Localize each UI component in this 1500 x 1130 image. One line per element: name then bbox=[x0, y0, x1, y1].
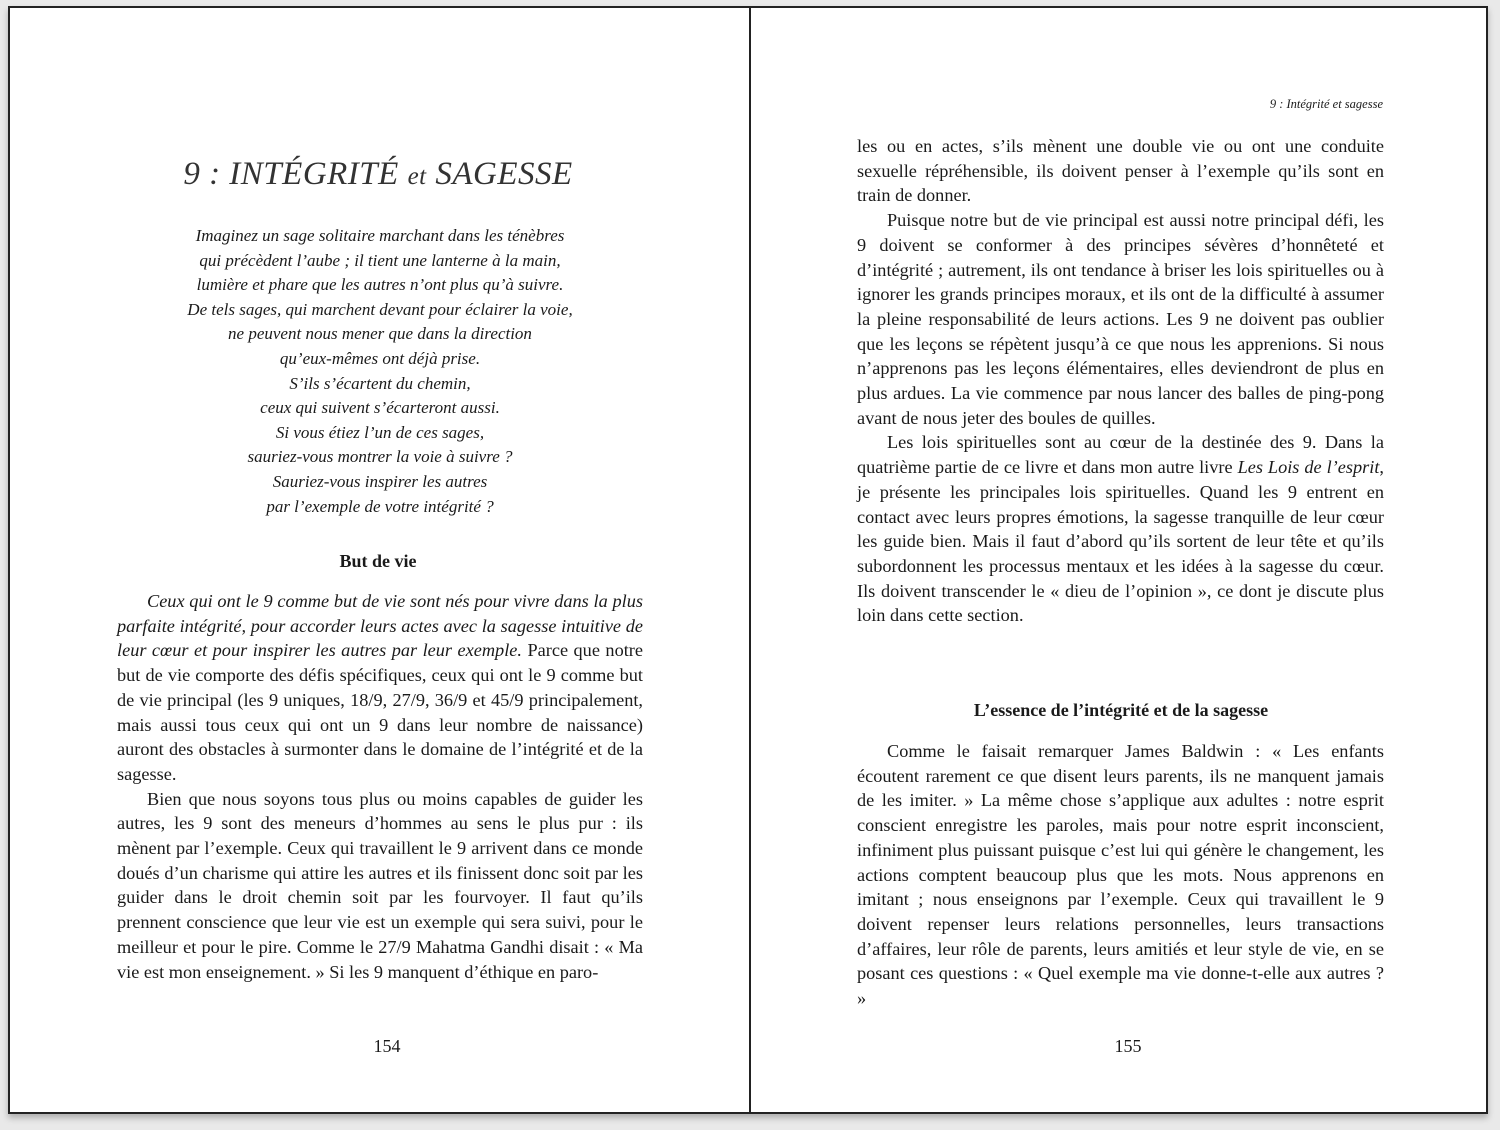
epigraph bbox=[120, 224, 640, 519]
paragraph-text: Parce que notre but de vie comporte des défis spécifiques, ceux qui ont le 9 comme but de vie principal (les 9 uniques, 18/9, 27/9, 36/9 et 45/9 principalement, mais aussi tous ceux qui ont un 9 dans leur nombre de naissance) auront des obstacles à surmonter dans le domaine de l’intégrité et de la sagesse. bbox=[117, 640, 643, 784]
epigraph-line: qu’eux-mêmes ont déjà prise. bbox=[279, 348, 481, 368]
chapter-title bbox=[108, 156, 648, 193]
chapter-title-et: et bbox=[407, 163, 427, 190]
chapter-title-end: SAGESSE bbox=[435, 156, 573, 192]
paragraph: Comme le faisait remarquer James Baldwin : « Les enfants écoutent rarement ce que disent leurs parents, ils ne manquent jamais de les imiter. » La même chose s’applique aux adultes : notre esprit conscient enregistre les paroles, mais pour notre esprit inconscient, infiniment plus puissant puisque c’est lui qui génère le changement, les actions comptent beaucoup plus que les mots. Nous apprenons en imitant ; nous enseignons par l’exemple. Ceux qui travaillent le 9 doivent repenser leurs relations personnelles, leurs transactions d’affaires, leur rôle de parents, leurs amitiés et leur style de vie, en se posant ces questions : « Quel exemple ma vie donne-t-elle aux autres ? » bbox=[857, 741, 1384, 1009]
epigraph-line: qui précèdent l’aube ; il tient une lanterne à la main, bbox=[199, 250, 561, 270]
chapter-title-main: 9 : INTÉGRITÉ bbox=[183, 156, 399, 192]
epigraph-line: Imaginez un sage solitaire marchant dans les ténèbres bbox=[195, 226, 565, 245]
page-number: 155 bbox=[1114, 1036, 1142, 1056]
paragraph bbox=[117, 589, 643, 787]
epigraph-line: par l’exemple de votre intégrité ? bbox=[266, 496, 494, 516]
paragraph-italic-lead: Ceux qui ont le 9 comme but de vie sont nés pour vivre dans la plus parfaite intégrité, pour accorder leurs actes avec la sagesse intuitive de leur cœur et pour inspirer les autres par leur exemple. bbox=[117, 591, 643, 661]
epigraph-line: ceux qui suivent s’écarteront aussi. bbox=[260, 398, 500, 418]
epigraph-line: S’ils s’écartent du chemin, bbox=[289, 373, 471, 393]
running-head: 9 : Intégrité et sagesse bbox=[1269, 97, 1383, 111]
paragraph-text: Les lois spirituelles sont au cœur de la destinée des 9. Dans la quatrième partie de ce livre et dans mon autre livre bbox=[857, 432, 1384, 478]
epigraph-line: Sauriez-vous inspirer les autres bbox=[272, 471, 488, 491]
paragraph-text: , je présente les principales lois spirituelles. Quand les 9 entrent en contact avec leurs propres émotions, la sagesse tranquille de leur cœur les guide bien. Mais il faut d’abord qu’ils sortent de leur tête et qu’ils subordonnent les processus mentaux et les idées à la sagesse du cœur. Ils doivent transcender le « dieu de l’opinion », ce dont je discute plus loin dans cette section. bbox=[857, 457, 1384, 626]
epigraph-line: sauriez-vous montrer la voie à suivre ? bbox=[247, 447, 513, 467]
epigraph-line: lumière et phare que les autres n’ont plus qu’à suivre. bbox=[196, 275, 564, 295]
epigraph-line: Si vous étiez l’un de ces sages, bbox=[275, 422, 485, 442]
book-spread bbox=[8, 6, 1488, 1114]
left-body-text bbox=[117, 589, 643, 984]
section-heading-but-de-vie: But de vie bbox=[339, 551, 417, 571]
epigraph-line: ne peuvent nous mener que dans la direction bbox=[228, 324, 532, 344]
right-page bbox=[751, 8, 1488, 1112]
paragraph: Puisque notre but de vie principal est aussi notre principal défi, les 9 doivent se conformer à des principes sévères d’honnêteté et d’intégrité ; autrement, ils ont tendance à briser les lois spirituelles ou à ignorer les grands principes moraux, et ils ont de la difficulté à assumer la pleine responsabilité de leurs actions. Les 9 ne doivent pas oublier que les leçons se répètent jusqu’à ce que nous les apprenions. Si nous n’apprenons pas les leçons élémentaires, elles deviendront de plus en plus ardues. La vie commence par nous lancer des balles de ping-pong avant de nous jeter des boules de quilles. bbox=[857, 210, 1384, 428]
left-page bbox=[10, 8, 749, 1112]
right-body-text-top bbox=[857, 134, 1384, 628]
paragraph: Bien que nous soyons tous plus ou moins capables de guider les autres, les 9 sont des meneurs d’hommes au sens le plus pur : ils mènent par l’exemple. Ceux qui travaillent le 9 arrivent dans ce monde doués d’un charisme qui attire les autres et ils finissent donc soit par les guider dans le droit chemin soit par les fourvoyer. Il faut qu’ils prennent conscience que leur vie est un exemple qui sera suivi, pour le meilleur et pour le pire. Comme le 27/9 Mahatma Gandhi disait : « Ma vie est mon enseignement. » Si les 9 manquent d’éthique en paro- bbox=[117, 788, 643, 982]
paragraph bbox=[857, 430, 1384, 628]
right-body-text-bottom bbox=[857, 739, 1384, 1011]
epigraph-line: De tels sages, qui marchent devant pour éclairer la voie, bbox=[187, 299, 573, 319]
page-number: 154 bbox=[373, 1036, 401, 1056]
book-title: Les Lois de l’esprit bbox=[1237, 457, 1380, 478]
section-heading-essence: L’essence de l’intégrité et de la sagesse bbox=[973, 700, 1269, 720]
paragraph: les ou en actes, s’ils mènent une double vie ou ont une conduite sexuelle répréhensible, ils doivent penser à l’exemple qu’ils sont en train de donner. bbox=[857, 136, 1384, 206]
